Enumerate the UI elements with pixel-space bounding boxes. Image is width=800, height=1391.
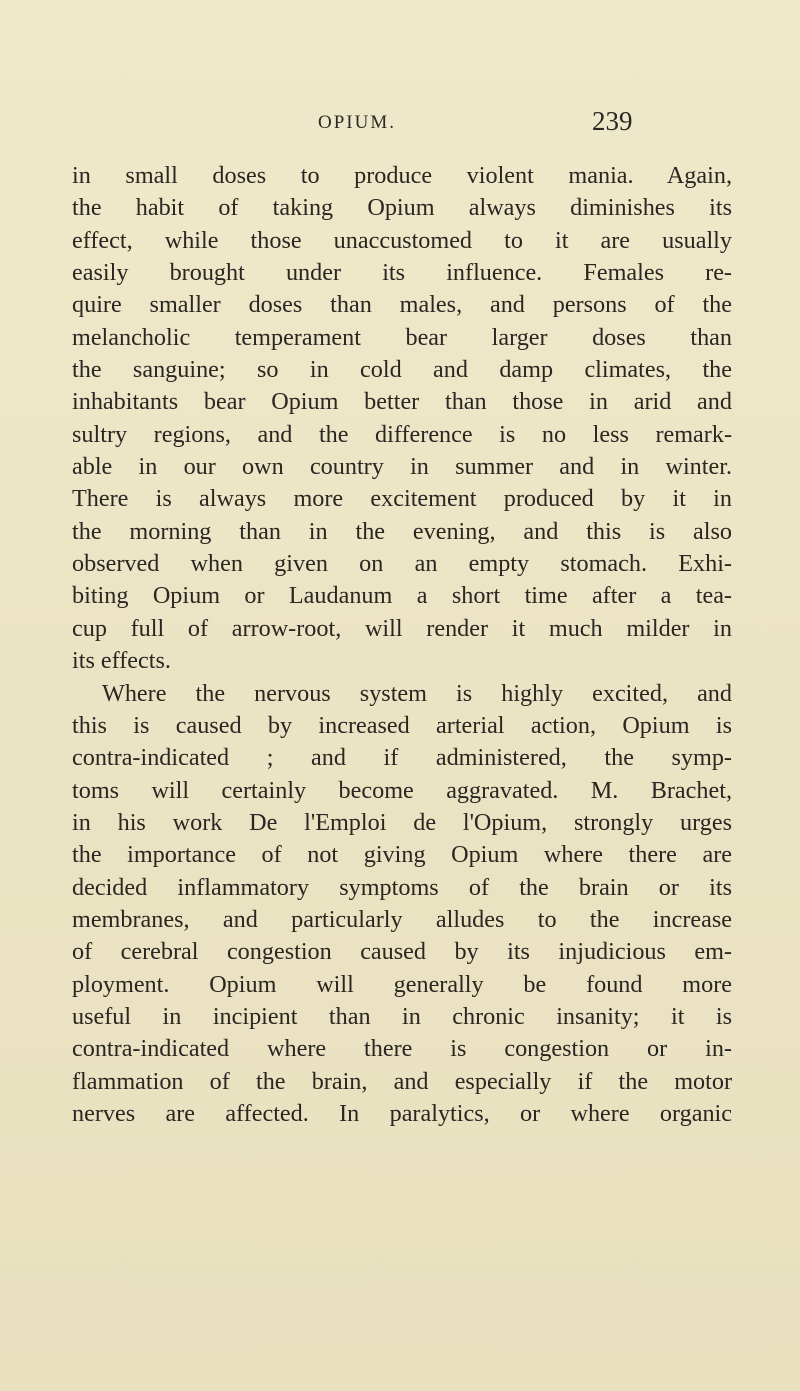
text-line: toms will certainly become aggravated. M. Brachet, xyxy=(72,776,732,804)
text-line: membranes, and particularly alludes to the increase xyxy=(72,905,732,933)
text-line: the morning than in the evening, and this is also xyxy=(72,517,732,545)
page-header xyxy=(0,106,800,142)
text-line: melancholic temperament bear larger doses than xyxy=(72,323,732,351)
text-line: able in our own country in summer and in winter. xyxy=(72,453,732,481)
text-line: of cerebral congestion caused by its injudicious em- xyxy=(72,938,732,966)
text-line: contra-indicated where there is congestion or in- xyxy=(72,1035,732,1063)
running-title: OPIUM. xyxy=(318,112,396,133)
text-line: the importance of not giving Opium where there are xyxy=(72,841,732,869)
text-line: flammation of the brain, and especially if the motor xyxy=(72,1067,732,1095)
text-line: in his work De l'Emploi de l'Opium, strongly urges xyxy=(72,808,732,836)
text-line: nerves are affected. In paralytics, or where organic xyxy=(72,1099,732,1127)
text-line: There is always more excitement produced by it in xyxy=(72,485,732,513)
text-line: decided inflammatory symptoms of the brain or its xyxy=(72,873,732,901)
text-line: cup full of arrow-root, will render it much milder in xyxy=(72,614,732,642)
text-line: this is caused by increased arterial action, Opium is xyxy=(72,711,732,739)
text-line: inhabitants bear Opium better than those in arid and xyxy=(72,388,732,416)
text-line: the habit of taking Opium always diminishes its xyxy=(72,194,732,222)
text-line: in small doses to produce violent mania. Again, xyxy=(72,162,732,189)
paragraph-end-line: its effects. xyxy=(72,647,171,675)
text-line: contra-indicated ; and if administered, the symp- xyxy=(72,744,732,772)
page-number: 239 xyxy=(592,106,633,136)
text-line: sultry regions, and the difference is no less remark- xyxy=(72,420,732,448)
text-line: effect, while those unaccustomed to it are usually xyxy=(72,226,732,254)
text-line: quire smaller doses than males, and persons of the xyxy=(72,291,732,319)
text-line: easily brought under its influence. Females re- xyxy=(72,259,732,287)
text-line: the sanguine; so in cold and damp climates, the xyxy=(72,356,732,384)
text-line: biting Opium or Laudanum a short time after a tea- xyxy=(72,582,732,610)
body-text xyxy=(72,160,732,1130)
text-line: observed when given on an empty stomach. Exhi- xyxy=(72,550,732,578)
paragraph-start-line: Where the nervous system is highly excited, and xyxy=(102,679,732,707)
text-line: useful in incipient than in chronic insanity; it is xyxy=(72,1002,732,1030)
text-line: ployment. Opium will generally be found more xyxy=(72,970,732,998)
